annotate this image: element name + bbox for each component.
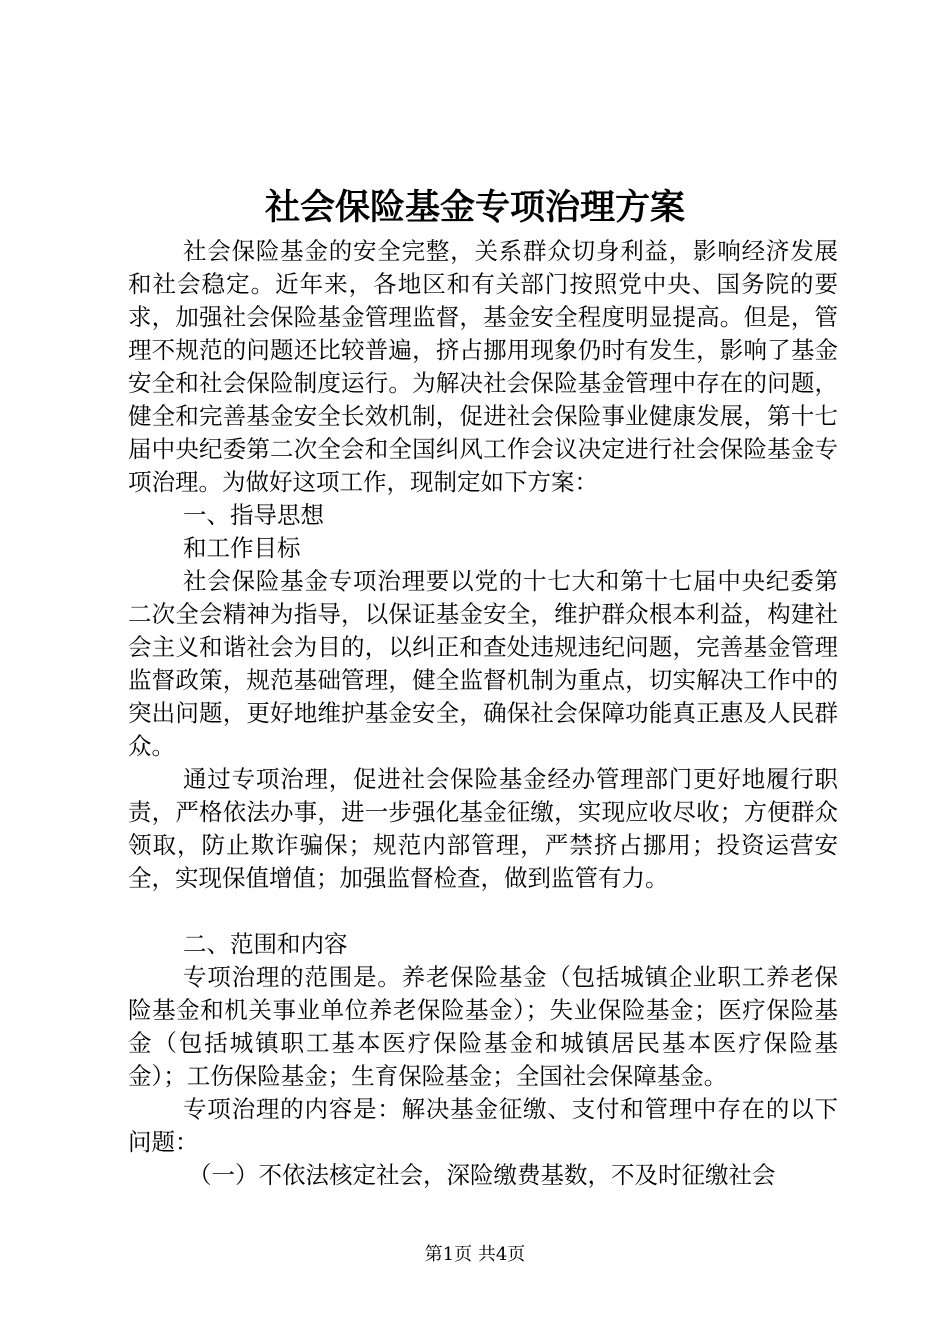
section-heading-scope: 二、范围和内容 <box>183 930 348 958</box>
page-title: 社会保险基金专项治理方案 <box>264 187 685 228</box>
guiding-principles-paragraph: 社会保险基金专项治理要以党的十七大和第十七届中央纪委第二次全会精神为指导，以保证基金安全，维护群众根本利益，构建社会主义和谐社会为目的，以纠正和查处违规违纪问题，完善基金管理监督政策，规范基础管理，健全监督机制为重点，切实解决工作中的突出问题，更好地维护基金安全，确保社会保障功能真正惠及人民群众。 <box>128 567 838 760</box>
document-body <box>128 235 838 1192</box>
page-footer: 第1页 共4页 <box>424 1244 526 1265</box>
list-item-1: （一）不依法核定社会，深险缴费基数，不及时征缴社会 <box>188 1161 776 1189</box>
goals-paragraph: 通过专项治理，促进社会保险基金经办管理部门更好地履行职责，严格依法办事，进一步强化基金征缴，实现应收尽收；方便群众领取，防止欺诈骗保；规范内部管理，严禁挤占挪用；投资运营安全，实现保值增值；加强监督检查，做到监管有力。 <box>128 765 838 892</box>
intro-paragraph: 社会保险基金的安全完整，关系群众切身利益，影响经济发展和社会稳定。近年来，各地区和有关部门按照党中央、国务院的要求，加强社会保险基金管理监督，基金安全程度明显提高。但是，管理不规范的问题还比较普遍，挤占挪用现象仍时有发生，影响了基金安全和社会保险制度运行。为解决社会保险基金管理中存在的问题，健全和完善基金安全长效机制，促进社会保险事业健康发展，第十七届中央纪委第二次全会和全国纠风工作会议决定进行社会保险基金专项治理。为做好这项工作，现制定如下方案： <box>128 237 838 496</box>
scope-paragraph: 专项治理的范围是。养老保险基金（包括城镇企业职工养老保险基金和机关事业单位养老保险基金）；失业保险基金；医疗保险基金（包括城镇职工基本医疗保险基金和城镇居民基本医疗保险基金）；工伤保险基金；生育保险基金；全国社会保障基金。 <box>128 963 838 1090</box>
section-heading-guiding-principles: 一、指导思想 <box>183 501 324 529</box>
content-paragraph: 专项治理的内容是：解决基金征缴、支付和管理中存在的以下问题： <box>128 1095 838 1156</box>
section-heading-continuation: 和工作目标 <box>183 534 301 562</box>
